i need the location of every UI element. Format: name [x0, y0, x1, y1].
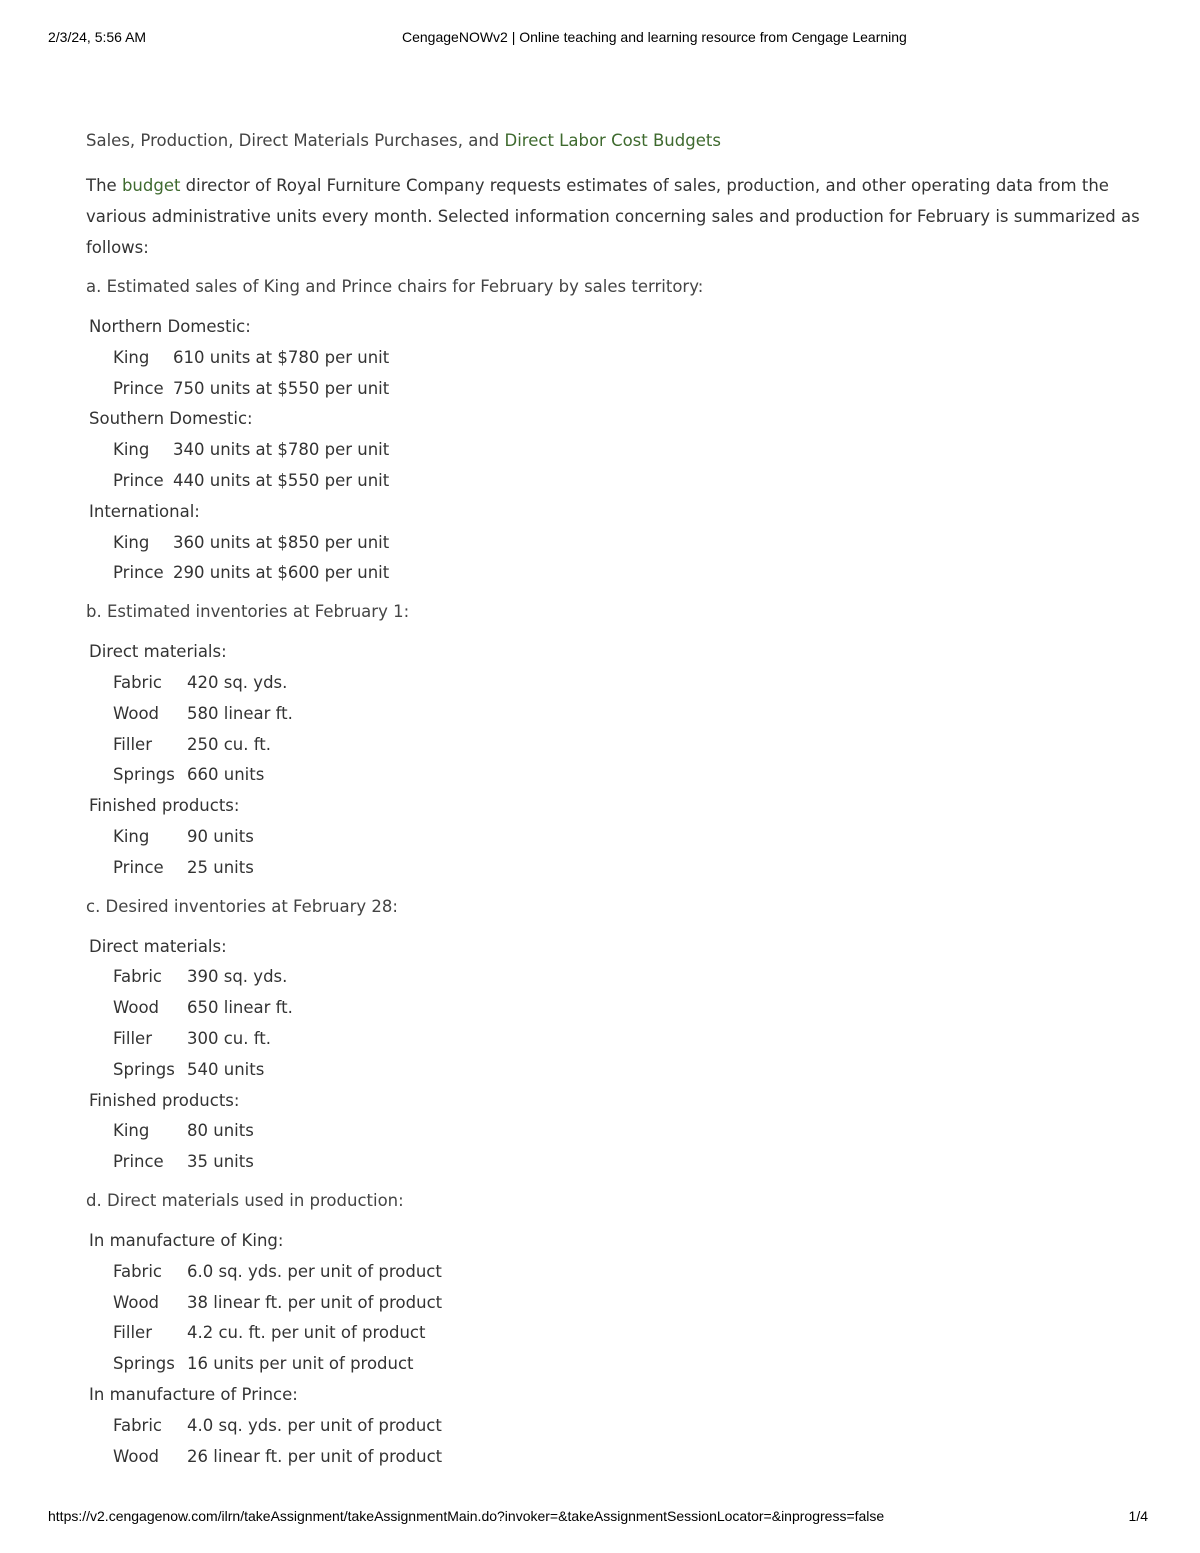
- group-label: Southern Domestic:: [89, 409, 253, 429]
- table-row: [89, 1349, 1156, 1380]
- row-label: Wood: [113, 998, 160, 1018]
- table-row: [89, 1288, 1156, 1319]
- table-row: [89, 699, 1156, 730]
- print-footer: [0, 1508, 1200, 1528]
- section-c-heading: c. Desired inventories at February 28:: [86, 896, 398, 916]
- row-value: 38 linear ft. per unit of product: [187, 1292, 443, 1312]
- print-page-title: CengageNOWv2 | Online teaching and learning resource from Cengage Learning: [402, 29, 907, 45]
- section-a: [86, 272, 1156, 589]
- row-label: Springs: [113, 1059, 175, 1079]
- group-label: Finished products:: [89, 796, 240, 816]
- row-value: 660 units: [187, 765, 265, 785]
- row-value: 540 units: [187, 1059, 265, 1079]
- section-c: [86, 892, 1156, 1178]
- row-label: King: [113, 826, 150, 846]
- row-value: 300 cu. ft.: [187, 1028, 271, 1048]
- row-value: 90 units: [187, 826, 254, 846]
- table-row: [89, 528, 1156, 559]
- section-a-heading: a. Estimated sales of King and Prince chairs for February by sales territory:: [86, 277, 704, 296]
- budget-link[interactable]: budget: [121, 176, 181, 195]
- inventories-feb1-table: [89, 637, 1156, 883]
- row-value: 750 units at $550 per unit: [173, 378, 390, 398]
- group-label: Finished products:: [89, 1090, 240, 1110]
- row-value: 360 units at $850 per unit: [173, 532, 390, 552]
- section-d-heading: d. Direct materials used in production:: [86, 1190, 404, 1210]
- direct-labor-cost-budgets-link[interactable]: Direct Labor Cost Budgets: [504, 131, 721, 150]
- row-label: King: [113, 347, 150, 367]
- print-url: https://v2.cengagenow.com/ilrn/takeAssignment/takeAssignmentMain.do?invoker=&takeAssignmentSessionLocator=&inprogress=false: [48, 1508, 885, 1524]
- group-label: Northern Domestic:: [89, 317, 251, 336]
- table-row: [89, 853, 1156, 884]
- row-value: 290 units at $600 per unit: [173, 563, 390, 583]
- table-row: [89, 1318, 1156, 1349]
- problem-title-text: Sales, Production, Direct Materials Purchases, and: [86, 131, 505, 150]
- table-row: [89, 668, 1156, 699]
- row-label: Springs: [113, 1354, 175, 1374]
- row-label: Prince: [113, 470, 164, 490]
- row-label: Wood: [113, 1292, 160, 1312]
- section-b: [86, 597, 1156, 883]
- table-row: [89, 435, 1156, 466]
- problem-title: [86, 125, 1156, 156]
- row-value: 80 units: [187, 1121, 254, 1141]
- intro-start: The: [86, 176, 122, 195]
- problem-content: [86, 125, 1156, 1480]
- row-label: Prince: [113, 1152, 164, 1172]
- row-value: 4.0 sq. yds. per unit of product: [187, 1415, 442, 1435]
- group-label: Direct materials:: [89, 936, 227, 956]
- row-value: 650 linear ft.: [187, 998, 293, 1018]
- row-value: 25 units: [187, 857, 254, 877]
- intro-rest: director of Royal Furniture Company requests estimates of sales, production, and other operating data from the various administrative units every month. Selected information concerning sales and production for February is summarized as follows:: [86, 176, 1140, 257]
- table-row: [89, 466, 1156, 497]
- row-label: Filler: [113, 1028, 152, 1048]
- row-value: 440 units at $550 per unit: [173, 470, 390, 490]
- group-label: In manufacture of King:: [89, 1230, 284, 1250]
- table-row: [89, 1024, 1156, 1055]
- row-label: King: [113, 1121, 150, 1141]
- table-row: [89, 993, 1156, 1024]
- row-value: 610 units at $780 per unit: [173, 347, 390, 367]
- section-b-heading: b. Estimated inventories at February 1:: [86, 602, 410, 622]
- row-label: Fabric: [113, 967, 163, 987]
- table-row: [89, 558, 1156, 589]
- row-value: 420 sq. yds.: [187, 672, 288, 692]
- group-label: In manufacture of Prince:: [89, 1384, 298, 1404]
- row-value: 390 sq. yds.: [187, 967, 288, 987]
- table-row: [89, 374, 1156, 405]
- row-label: Filler: [113, 1323, 152, 1343]
- row-value: 35 units: [187, 1152, 254, 1172]
- row-label: Springs: [113, 765, 175, 785]
- row-value: 340 units at $780 per unit: [173, 440, 390, 460]
- row-label: Prince: [113, 563, 164, 583]
- row-value: 580 linear ft.: [187, 703, 293, 723]
- row-label: Wood: [113, 1446, 160, 1466]
- sales-table: [89, 312, 1156, 589]
- row-label: Fabric: [113, 1415, 163, 1435]
- row-label: Wood: [113, 703, 160, 723]
- table-row: [89, 1257, 1156, 1288]
- row-value: 250 cu. ft.: [187, 734, 271, 754]
- table-row: [89, 822, 1156, 853]
- row-value: 26 linear ft. per unit of product: [187, 1446, 443, 1466]
- materials-used-table: [89, 1226, 1156, 1472]
- row-label: Prince: [113, 378, 164, 398]
- table-row: [89, 730, 1156, 761]
- table-row: [89, 343, 1156, 374]
- row-label: Fabric: [113, 1261, 163, 1281]
- table-row: [89, 962, 1156, 993]
- print-page-number: 1/4: [1128, 1508, 1148, 1524]
- row-value: 16 units per unit of product: [187, 1354, 414, 1374]
- table-row: [89, 1411, 1156, 1442]
- table-row: [89, 1147, 1156, 1178]
- print-header: [0, 29, 1200, 49]
- table-row: [89, 1055, 1156, 1086]
- problem-intro: [86, 170, 1156, 263]
- row-label: King: [113, 532, 150, 552]
- row-label: Prince: [113, 857, 164, 877]
- row-label: Filler: [113, 734, 152, 754]
- table-row: [89, 1442, 1156, 1473]
- group-label: International:: [89, 501, 200, 521]
- table-row: [89, 760, 1156, 791]
- inventories-feb28-table: [89, 932, 1156, 1178]
- section-d: [86, 1186, 1156, 1472]
- print-datetime: 2/3/24, 5:56 AM: [48, 29, 147, 45]
- group-label: Direct materials:: [89, 642, 227, 662]
- row-label: Fabric: [113, 672, 163, 692]
- table-row: [89, 1116, 1156, 1147]
- row-value: 6.0 sq. yds. per unit of product: [187, 1261, 442, 1281]
- row-value: 4.2 cu. ft. per unit of product: [187, 1323, 426, 1343]
- row-label: King: [113, 440, 150, 460]
